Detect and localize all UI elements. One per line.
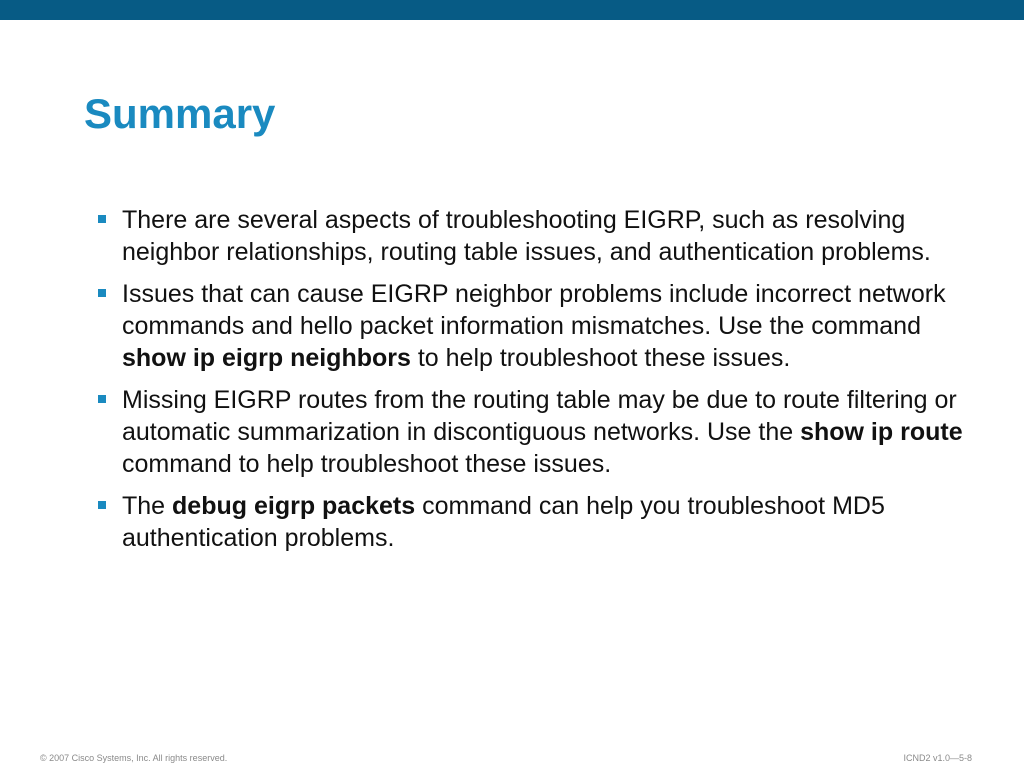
bullet-item [96, 278, 966, 374]
command-text: debug eigrp packets [172, 492, 416, 520]
square-bullet-icon [98, 289, 106, 297]
bullet-text-segment: Issues that can cause EIGRP neighbor problems include incorrect network commands and hello packet information mismatches. Use the command [122, 280, 946, 340]
command-text: show ip eigrp neighbors [122, 344, 411, 372]
bullet-list [96, 204, 966, 564]
square-bullet-icon [98, 501, 106, 509]
bullet-text-segment: There are several aspects of troubleshooting EIGRP, such as resolving neighbor relationships, routing table issues, and authentication problems. [122, 206, 931, 266]
bullet-text-segment: command can help you troubleshoot MD5 authentication problems. [122, 492, 885, 552]
footer-course-id: ICND2 v1.0—5-8 [903, 753, 972, 763]
square-bullet-icon [98, 395, 106, 403]
square-bullet-icon [98, 215, 106, 223]
bullet-text [122, 492, 885, 552]
bullet-item [96, 204, 966, 268]
bullet-text [122, 386, 963, 478]
bullet-item [96, 490, 966, 554]
command-text: show ip route [800, 418, 963, 446]
bullet-text-segment: command to help troubleshoot these issues. [122, 450, 612, 478]
header-bar [0, 0, 1024, 20]
slide-title: Summary [84, 90, 276, 137]
bullet-item [96, 384, 966, 480]
footer-copyright: © 2007 Cisco Systems, Inc. All rights reserved. [40, 753, 228, 763]
bullet-text [122, 280, 946, 372]
bullet-text-segment: to help troubleshoot these issues. [410, 344, 791, 372]
bullet-text-segment: The [122, 492, 173, 520]
bullet-text [122, 206, 931, 266]
bullet-text-segment: Missing EIGRP routes from the routing table may be due to route filtering or automatic summarization in discontiguous networks. Use the [122, 386, 957, 446]
